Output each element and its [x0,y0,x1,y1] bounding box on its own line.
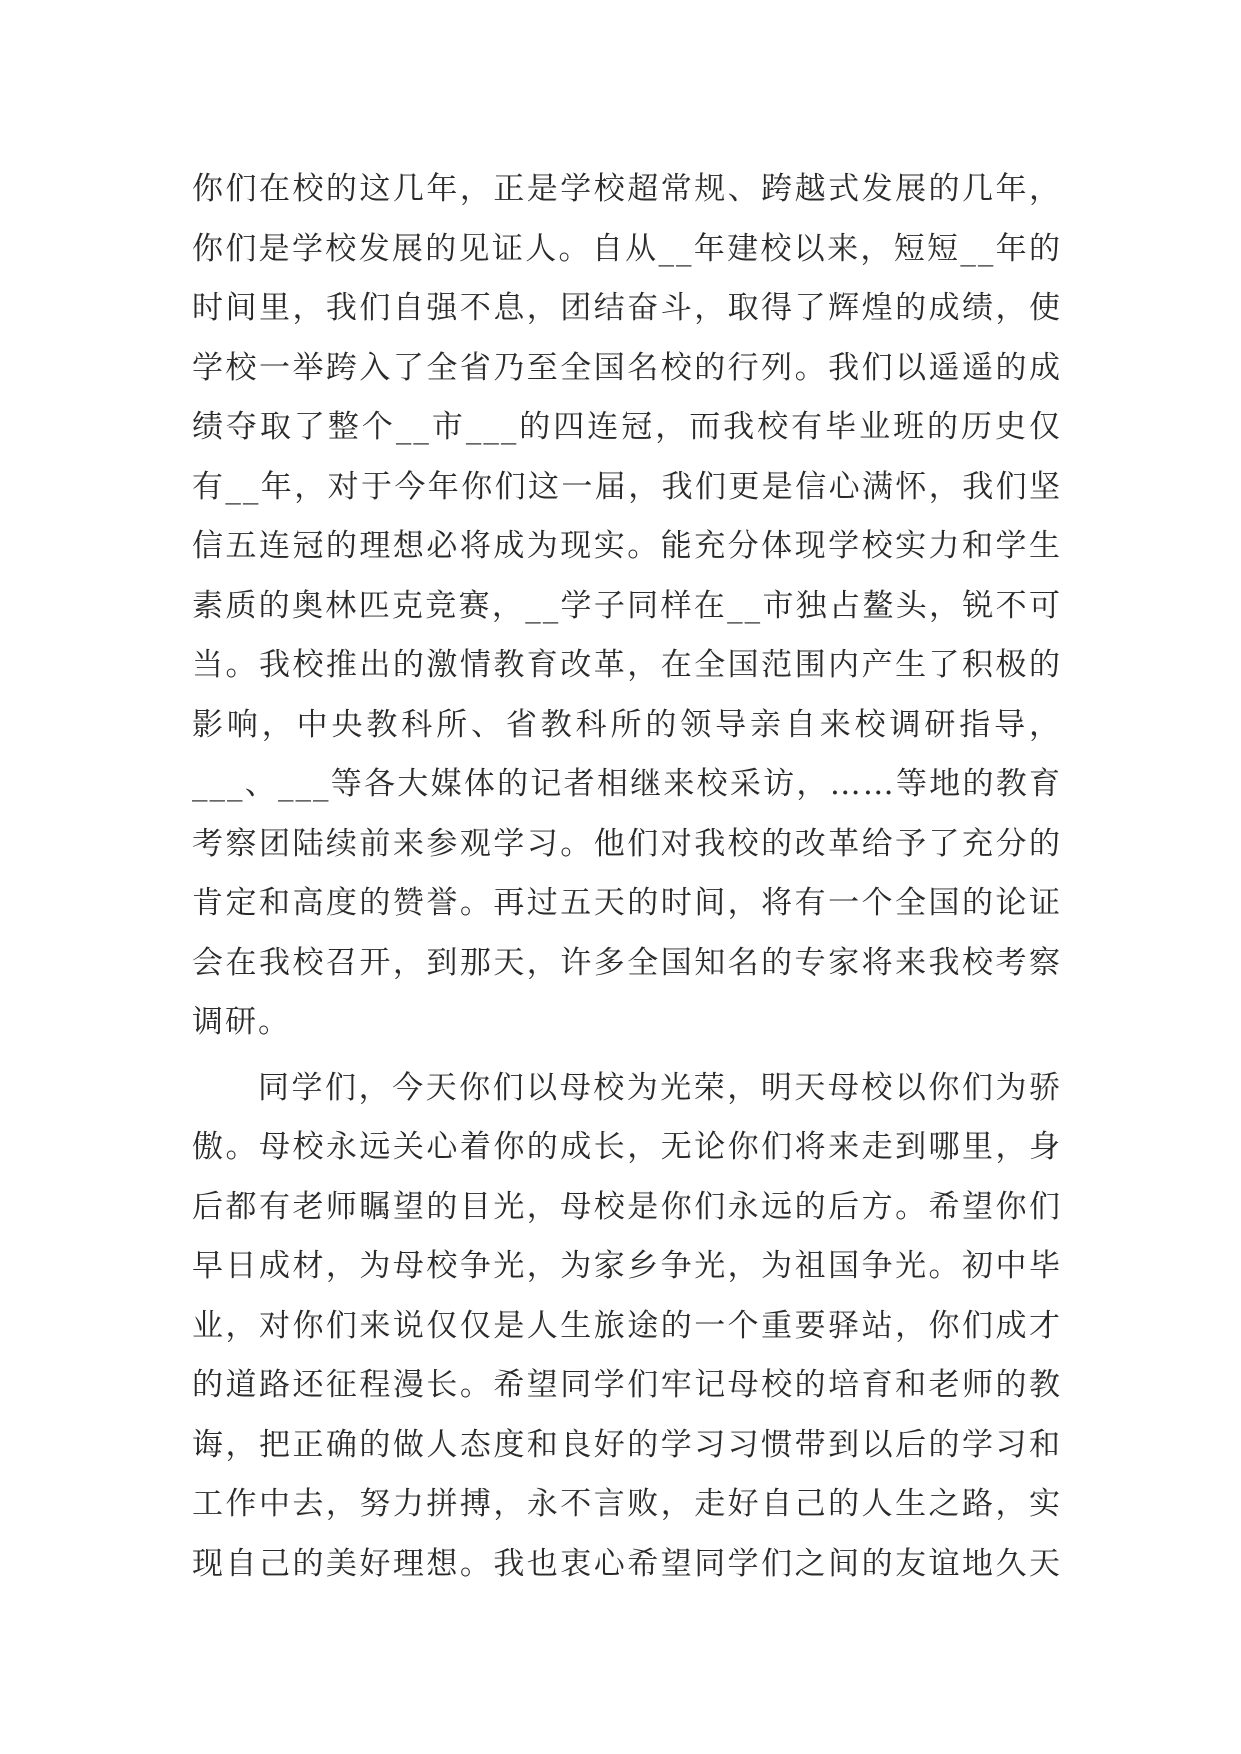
text-line: 绩夺取了整个__市___的四连冠，而我校有毕业班的历史仅 [192,409,1062,445]
text-line: ___、___等各大媒体的记者相继来校采访，……等地的教育 [192,766,1062,802]
paragraph-1 [192,160,1062,1053]
text-line: 会在我校召开，到那天，许多全国知名的专家将来我校考察 [192,944,1062,981]
text-line: 诲，把正确的做人态度和良好的学习习惯带到以后的学习和 [192,1426,1062,1463]
document-body [192,160,1062,1594]
text-line: 调研。 [192,1004,291,1040]
text-line: 傲。母校永远关心着你的成长，无论你们将来走到哪里，身 [192,1129,1062,1165]
text-line: 你们是学校发展的见证人。自从__年建校以来，短短__年的 [192,230,1062,267]
text-line: 的道路还征程漫长。希望同学们牢记母校的培育和老师的教 [192,1367,1062,1403]
text-line: 考察团陆续前来参观学习。他们对我校的改革给予了充分的 [192,825,1062,862]
text-line: 当。我校推出的激情教育改革，在全国范围内产生了积极的 [192,647,1062,683]
text-line: 工作中去，努力拼搏，永不言败，走好自己的人生之路，实 [192,1486,1062,1522]
text-line: 信五连冠的理想必将成为现实。能充分体现学校实力和学生 [192,528,1062,564]
text-line: 你们在校的这几年，正是学校超常规、跨越式发展的几年， [192,171,1062,207]
text-line: 肯定和高度的赞誉。再过五天的时间，将有一个全国的论证 [192,885,1062,921]
text-line: 素质的奥林匹克竞赛，__学子同样在__市独占鳌头，锐不可 [192,587,1062,624]
text-line: 学校一举跨入了全省乃至全国名校的行列。我们以遥遥的成 [192,349,1062,386]
text-line: 同学们，今天你们以母校为光荣，明天母校以你们为骄 [258,1069,1062,1106]
text-line: 早日成材，为母校争光，为家乡争光，为祖国争光。初中毕 [192,1248,1062,1284]
text-line: 业，对你们来说仅仅是人生旅途的一个重要驿站，你们成才 [192,1307,1062,1344]
text-line: 影响，中央教科所、省教科所的领导亲自来校调研指导， [192,706,1062,743]
paragraph-2 [192,1059,1062,1595]
text-line: 时间里，我们自强不息，团结奋斗，取得了辉煌的成绩，使 [192,290,1062,326]
text-line: 有__年，对于今年你们这一届，我们更是信心满怀，我们坚 [192,468,1062,505]
text-line: 后都有老师瞩望的目光，母校是你们永远的后方。希望你们 [192,1188,1062,1225]
text-line: 现自己的美好理想。我也衷心希望同学们之间的友谊地久天 [192,1545,1062,1582]
